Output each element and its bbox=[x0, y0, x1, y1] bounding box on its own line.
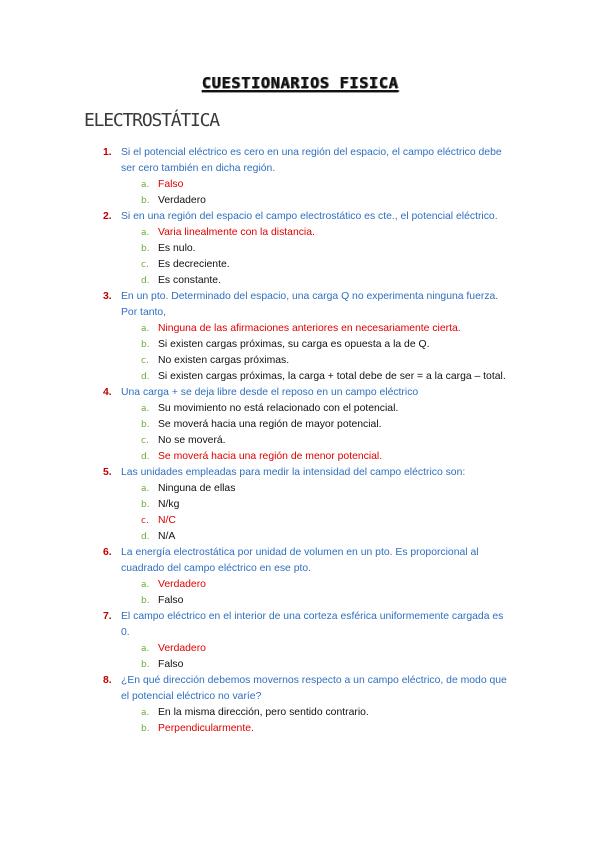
answer-option bbox=[0, 705, 600, 721]
answer-option bbox=[0, 177, 600, 193]
question-item bbox=[0, 209, 600, 289]
option-letter: a. bbox=[141, 484, 150, 494]
option-text: Verdadero bbox=[158, 579, 206, 590]
question-number: 3. bbox=[103, 291, 112, 302]
answer-option bbox=[0, 657, 600, 673]
answer-option bbox=[0, 225, 600, 241]
option-letter: b. bbox=[141, 596, 150, 606]
question-statement: ¿En qué dirección debemos movernos respecto a un campo eléctrico, de modo que el potencial eléctrico no varíe? bbox=[121, 675, 507, 702]
option-text: No se moverá. bbox=[158, 435, 226, 446]
option-letter: d. bbox=[141, 372, 150, 382]
option-letter: a. bbox=[141, 180, 150, 190]
answer-option bbox=[0, 529, 600, 545]
question-item bbox=[0, 609, 600, 673]
option-letter: b. bbox=[141, 196, 150, 206]
option-text: Falso bbox=[158, 659, 184, 670]
option-text: Si existen cargas próximas, la carga + total debe de ser = a la carga – total. bbox=[158, 371, 506, 382]
question-statement: La energía electrostática por unidad de volumen en un pto. Es proporcional al cuadrado del campo eléctrico en ese pto. bbox=[121, 547, 479, 574]
question-number: 4. bbox=[103, 387, 112, 398]
question-statement: En un pto. Determinado del espacio, una carga Q no experimenta ninguna fuerza. Por tanto, bbox=[121, 291, 499, 318]
option-text: Verdadero bbox=[158, 195, 206, 206]
option-text: En la misma dirección, pero sentido contrario. bbox=[158, 707, 369, 718]
document-title bbox=[0, 74, 600, 92]
question-statement: El campo eléctrico en el interior de una corteza esférica uniformemente cargada es 0. bbox=[121, 611, 504, 638]
option-text: Falso bbox=[158, 595, 184, 606]
answer-option bbox=[0, 369, 600, 385]
question-text bbox=[0, 145, 600, 177]
option-text: N/A bbox=[158, 531, 176, 542]
answer-option bbox=[0, 593, 600, 609]
option-text: Varia linealmente con la distancia. bbox=[158, 227, 315, 238]
question-item bbox=[0, 465, 600, 545]
answer-option bbox=[0, 337, 600, 353]
question-number: 1. bbox=[103, 147, 112, 158]
option-letter: c. bbox=[141, 356, 149, 366]
question-number: 2. bbox=[103, 211, 112, 222]
option-letter: b. bbox=[141, 500, 150, 510]
document-title-text: CUESTIONARIOS FISICA bbox=[201, 74, 399, 92]
question-number: 8. bbox=[103, 675, 112, 686]
question-text bbox=[0, 209, 600, 225]
answer-option bbox=[0, 481, 600, 497]
option-letter: a. bbox=[141, 644, 150, 654]
option-letter: c. bbox=[141, 436, 149, 446]
answer-option bbox=[0, 641, 600, 657]
answer-option bbox=[0, 449, 600, 465]
option-text: Su movimiento no está relacionado con el potencial. bbox=[158, 403, 399, 414]
answer-option bbox=[0, 433, 600, 449]
option-text: Se moverá hacia una región de menor potencial. bbox=[158, 451, 383, 462]
question-number: 7. bbox=[103, 611, 112, 622]
option-text: No existen cargas próximas. bbox=[158, 355, 290, 366]
question-number: 5. bbox=[103, 467, 112, 478]
section-heading: ELECTROSTÁTICA bbox=[84, 110, 219, 131]
question-statement: Si en una región del espacio el campo electrostático es cte., el potencial eléctrico. bbox=[121, 211, 498, 222]
option-letter: c. bbox=[141, 260, 149, 270]
question-text bbox=[0, 385, 600, 401]
answer-option bbox=[0, 417, 600, 433]
question-statement: Si el potencial eléctrico es cero en una región del espacio, el campo eléctrico debe ser cero también en dicha región. bbox=[121, 147, 502, 174]
answer-option bbox=[0, 257, 600, 273]
answer-option bbox=[0, 513, 600, 529]
option-text: Es nulo. bbox=[158, 243, 196, 254]
answer-option bbox=[0, 273, 600, 289]
question-text bbox=[0, 289, 600, 321]
option-letter: a. bbox=[141, 580, 150, 590]
question-text bbox=[0, 673, 600, 705]
option-text: Se moverá hacia una región de mayor potencial. bbox=[158, 419, 382, 430]
answer-option bbox=[0, 353, 600, 369]
question-text bbox=[0, 609, 600, 641]
question-item bbox=[0, 289, 600, 385]
question-item bbox=[0, 673, 600, 737]
answer-option bbox=[0, 577, 600, 593]
option-text: Verdadero bbox=[158, 643, 206, 654]
option-text: Es decreciente. bbox=[158, 259, 230, 270]
option-text: Ninguna de las afirmaciones anteriores en necesariamente cierta. bbox=[158, 323, 461, 334]
option-letter: a. bbox=[141, 228, 150, 238]
answer-option bbox=[0, 241, 600, 257]
answer-option bbox=[0, 497, 600, 513]
question-number: 6. bbox=[103, 547, 112, 558]
question-text bbox=[0, 545, 600, 577]
option-text: Es constante. bbox=[158, 275, 221, 286]
option-letter: a. bbox=[141, 708, 150, 718]
option-letter: b. bbox=[141, 660, 150, 670]
option-letter: a. bbox=[141, 404, 150, 414]
option-letter: b. bbox=[141, 340, 150, 350]
answer-option bbox=[0, 321, 600, 337]
question-list bbox=[0, 145, 600, 737]
question-text bbox=[0, 465, 600, 481]
option-text: Si existen cargas próximas, su carga es opuesta a la de Q. bbox=[158, 339, 430, 350]
option-letter: a. bbox=[141, 324, 150, 334]
question-item bbox=[0, 385, 600, 465]
option-text: Perpendicularmente. bbox=[158, 723, 254, 734]
option-text: N/kg bbox=[158, 499, 180, 510]
option-text: Ninguna de ellas bbox=[158, 483, 236, 494]
option-letter: b. bbox=[141, 420, 150, 430]
answer-option bbox=[0, 193, 600, 209]
answer-option bbox=[0, 401, 600, 417]
question-statement: Una carga + se deja libre desde el reposo en un campo eléctrico bbox=[121, 387, 419, 398]
option-letter: d. bbox=[141, 276, 150, 286]
option-letter: d. bbox=[141, 452, 150, 462]
answer-option bbox=[0, 721, 600, 737]
option-letter: b. bbox=[141, 244, 150, 254]
option-text: Falso bbox=[158, 179, 184, 190]
question-item bbox=[0, 145, 600, 209]
option-letter: b. bbox=[141, 724, 150, 734]
option-letter: d. bbox=[141, 532, 150, 542]
option-text: N/C bbox=[158, 515, 176, 526]
question-item bbox=[0, 545, 600, 609]
option-letter: c. bbox=[141, 516, 149, 526]
question-statement: Las unidades empleadas para medir la intensidad del campo eléctrico son: bbox=[121, 467, 466, 478]
